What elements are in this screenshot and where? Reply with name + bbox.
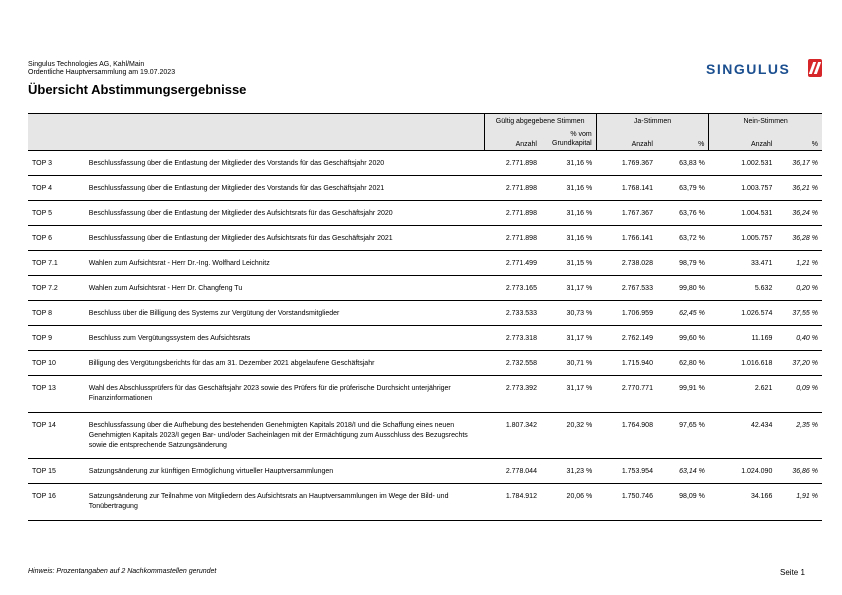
no-pct: 0,20 %: [776, 276, 822, 301]
valid-votes: 2.771.898: [484, 226, 541, 251]
header-row-columns: [28, 128, 822, 151]
no-votes: 1.005.757: [709, 226, 777, 251]
valid-votes: 2.773.392: [484, 376, 541, 413]
yes-votes: 1.767.367: [596, 201, 657, 226]
no-votes: 42.434: [709, 413, 777, 459]
table-row: [28, 226, 822, 251]
yes-votes: 1.764.908: [596, 413, 657, 459]
resolution-text: Beschluss zum Vergütungssystem des Aufsichtsrats: [85, 326, 484, 351]
yes-votes: 1.706.959: [596, 301, 657, 326]
no-pct: 36,17 %: [776, 151, 822, 176]
logo-text: SINGULUS: [706, 61, 791, 77]
no-votes: 11.169: [709, 326, 777, 351]
resolution-text: Beschlussfassung über die Aufhebung des bestehenden Genehmigten Kapitals 2018/I und die Schaffung eines neuen Genehmigten Kapitals 2023/I gegen Bar- und/oder Sacheinlagen mit der Ermächtigung zum Ausschluss des Bezugsrechts sowie die entsprechende Satzungsänderung: [85, 413, 484, 459]
table-row: [28, 459, 822, 484]
no-votes: 1.026.574: [709, 301, 777, 326]
yes-votes: 2.738.028: [596, 251, 657, 276]
valid-votes: 2.773.165: [484, 276, 541, 301]
valid-pct: 31,23 %: [541, 459, 596, 484]
valid-pct: 30,73 %: [541, 301, 596, 326]
resolution-text: Beschlussfassung über die Entlastung der Mitglieder des Aufsichtsrats für das Geschäftsjahr 2021: [85, 226, 484, 251]
valid-votes: 2.733.533: [484, 301, 541, 326]
no-pct: 0,40 %: [776, 326, 822, 351]
yes-pct: 63,72 %: [657, 226, 709, 251]
header-empty: [28, 128, 85, 151]
yes-votes: 1.766.141: [596, 226, 657, 251]
yes-pct: 62,45 %: [657, 301, 709, 326]
no-votes: 1.024.090: [709, 459, 777, 484]
no-pct: 0,09 %: [776, 376, 822, 413]
resolution-text: Satzungsänderung zur Teilnahme von Mitgliedern des Aufsichtsrats an Hauptversammlungen im Wege der Bild- und Tonübertragung: [85, 484, 484, 521]
table-row: [28, 176, 822, 201]
table-row: [28, 276, 822, 301]
resolution-text: Beschluss über die Billigung des Systems zur Vergütung der Vorstandsmitglieder: [85, 301, 484, 326]
header-yes-pct: %: [657, 128, 709, 151]
valid-pct: 30,71 %: [541, 351, 596, 376]
table-row: [28, 326, 822, 351]
valid-votes: 2.732.558: [484, 351, 541, 376]
agenda-item: TOP 13: [28, 376, 85, 413]
agenda-item: TOP 6: [28, 226, 85, 251]
footnote: Hinweis: Prozentangaben auf 2 Nachkommastellen gerundet: [28, 568, 217, 575]
yes-votes: 2.762.149: [596, 326, 657, 351]
header-empty: [85, 128, 484, 151]
yes-pct: 63,83 %: [657, 151, 709, 176]
yes-pct: 98,09 %: [657, 484, 709, 521]
agenda-item: TOP 4: [28, 176, 85, 201]
yes-votes: 1.715.940: [596, 351, 657, 376]
header-no-count: Anzahl: [709, 128, 777, 151]
valid-pct: 31,17 %: [541, 326, 596, 351]
no-votes: 1.002.531: [709, 151, 777, 176]
no-votes: 2.621: [709, 376, 777, 413]
resolution-text: Wahl des Abschlussprüfers für das Geschäftsjahr 2023 sowie des Prüfers für die prüferische Durchsicht unterjähriger Finanzinformationen: [85, 376, 484, 413]
agenda-item: TOP 15: [28, 459, 85, 484]
yes-votes: 2.767.533: [596, 276, 657, 301]
meeting-subtitle: Ordentliche Hauptversammlung am 19.07.2023: [28, 69, 176, 76]
no-votes: 1.004.531: [709, 201, 777, 226]
yes-votes: 2.770.771: [596, 376, 657, 413]
resolution-text: Beschlussfassung über die Entlastung der Mitglieder des Vorstands für das Geschäftsjahr 2020: [85, 151, 484, 176]
yes-votes: 1.769.367: [596, 151, 657, 176]
yes-pct: 63,14 %: [657, 459, 709, 484]
resolution-text: Beschlussfassung über die Entlastung der Mitglieder des Aufsichtsrats für das Geschäftsjahr 2020: [85, 201, 484, 226]
resolution-text: Beschlussfassung über die Entlastung der Mitglieder des Vorstands für das Geschäftsjahr 2021: [85, 176, 484, 201]
valid-votes: 2.771.898: [484, 176, 541, 201]
yes-pct: 98,79 %: [657, 251, 709, 276]
yes-pct: 62,80 %: [657, 351, 709, 376]
valid-votes: 2.771.898: [484, 201, 541, 226]
valid-pct: 31,16 %: [541, 176, 596, 201]
no-votes: 34.166: [709, 484, 777, 521]
no-votes: 5.632: [709, 276, 777, 301]
resolution-text: Satzungsänderung zur künftigen Ermöglichung virtueller Hauptversammlungen: [85, 459, 484, 484]
page-number: Seite 1: [780, 568, 805, 577]
resolution-text: Wahlen zum Aufsichtsrat - Herr Dr. Changfeng Tu: [85, 276, 484, 301]
valid-pct: 31,16 %: [541, 226, 596, 251]
valid-pct: 20,32 %: [541, 413, 596, 459]
yes-pct: 63,79 %: [657, 176, 709, 201]
yes-votes: 1.768.141: [596, 176, 657, 201]
agenda-item: TOP 10: [28, 351, 85, 376]
table-row: [28, 251, 822, 276]
table-row: [28, 484, 822, 521]
valid-pct: 31,16 %: [541, 201, 596, 226]
header-valid-votes: Gültig abgegebene Stimmen: [484, 114, 596, 129]
agenda-item: TOP 9: [28, 326, 85, 351]
valid-votes: 2.778.044: [484, 459, 541, 484]
agenda-item: TOP 5: [28, 201, 85, 226]
valid-pct: 20,06 %: [541, 484, 596, 521]
no-pct: 37,20 %: [776, 351, 822, 376]
table-row: [28, 301, 822, 326]
yes-pct: 97,65 %: [657, 413, 709, 459]
resolution-text: Billigung des Vergütungsberichts für das am 31. Dezember 2021 abgelaufene Geschäftsjahr: [85, 351, 484, 376]
table-row: [28, 413, 822, 459]
header-empty: [85, 114, 484, 129]
valid-pct: 31,17 %: [541, 376, 596, 413]
yes-pct: 99,60 %: [657, 326, 709, 351]
agenda-item: TOP 14: [28, 413, 85, 459]
singulus-logo: [706, 58, 824, 80]
yes-pct: 99,80 %: [657, 276, 709, 301]
header-yes-count: Anzahl: [596, 128, 657, 151]
agenda-item: TOP 16: [28, 484, 85, 521]
header-empty: [28, 114, 85, 129]
valid-votes: 2.773.318: [484, 326, 541, 351]
agenda-item: TOP 3: [28, 151, 85, 176]
no-pct: 36,21 %: [776, 176, 822, 201]
valid-pct: 31,17 %: [541, 276, 596, 301]
logo-mark-icon: [808, 59, 822, 77]
valid-votes: 2.771.499: [484, 251, 541, 276]
header-no-pct: %: [776, 128, 822, 151]
header-row-groups: [28, 114, 822, 129]
table-row: [28, 201, 822, 226]
page-title: Übersicht Abstimmungsergebnisse: [28, 82, 247, 97]
header-yes-votes: Ja-Stimmen: [596, 114, 709, 129]
agenda-item: TOP 7.2: [28, 276, 85, 301]
header-valid-pct-capital: % vom Grundkapital: [541, 128, 596, 151]
valid-pct: 31,16 %: [541, 151, 596, 176]
table-row: [28, 151, 822, 176]
yes-votes: 1.753.954: [596, 459, 657, 484]
yes-pct: 63,76 %: [657, 201, 709, 226]
yes-votes: 1.750.746: [596, 484, 657, 521]
no-pct: 36,28 %: [776, 226, 822, 251]
no-pct: 1,91 %: [776, 484, 822, 521]
no-pct: 37,55 %: [776, 301, 822, 326]
valid-votes: 2.771.898: [484, 151, 541, 176]
no-votes: 33.471: [709, 251, 777, 276]
voting-results-table: [28, 113, 822, 521]
resolution-text: Wahlen zum Aufsichtsrat - Herr Dr.-Ing. Wolfhard Leichnitz: [85, 251, 484, 276]
valid-votes: 1.784.912: [484, 484, 541, 521]
agenda-item: TOP 8: [28, 301, 85, 326]
company-name: Singulus Technologies AG, Kahl/Main: [28, 61, 145, 68]
no-pct: 2,35 %: [776, 413, 822, 459]
table-row: [28, 351, 822, 376]
header-no-votes: Nein-Stimmen: [709, 114, 822, 129]
no-pct: 36,86 %: [776, 459, 822, 484]
no-pct: 1,21 %: [776, 251, 822, 276]
agenda-item: TOP 7.1: [28, 251, 85, 276]
valid-pct: 31,15 %: [541, 251, 596, 276]
valid-votes: 1.807.342: [484, 413, 541, 459]
yes-pct: 99,91 %: [657, 376, 709, 413]
table-row: [28, 376, 822, 413]
no-votes: 1.016.618: [709, 351, 777, 376]
header-valid-count: Anzahl: [484, 128, 541, 151]
no-votes: 1.003.757: [709, 176, 777, 201]
no-pct: 36,24 %: [776, 201, 822, 226]
